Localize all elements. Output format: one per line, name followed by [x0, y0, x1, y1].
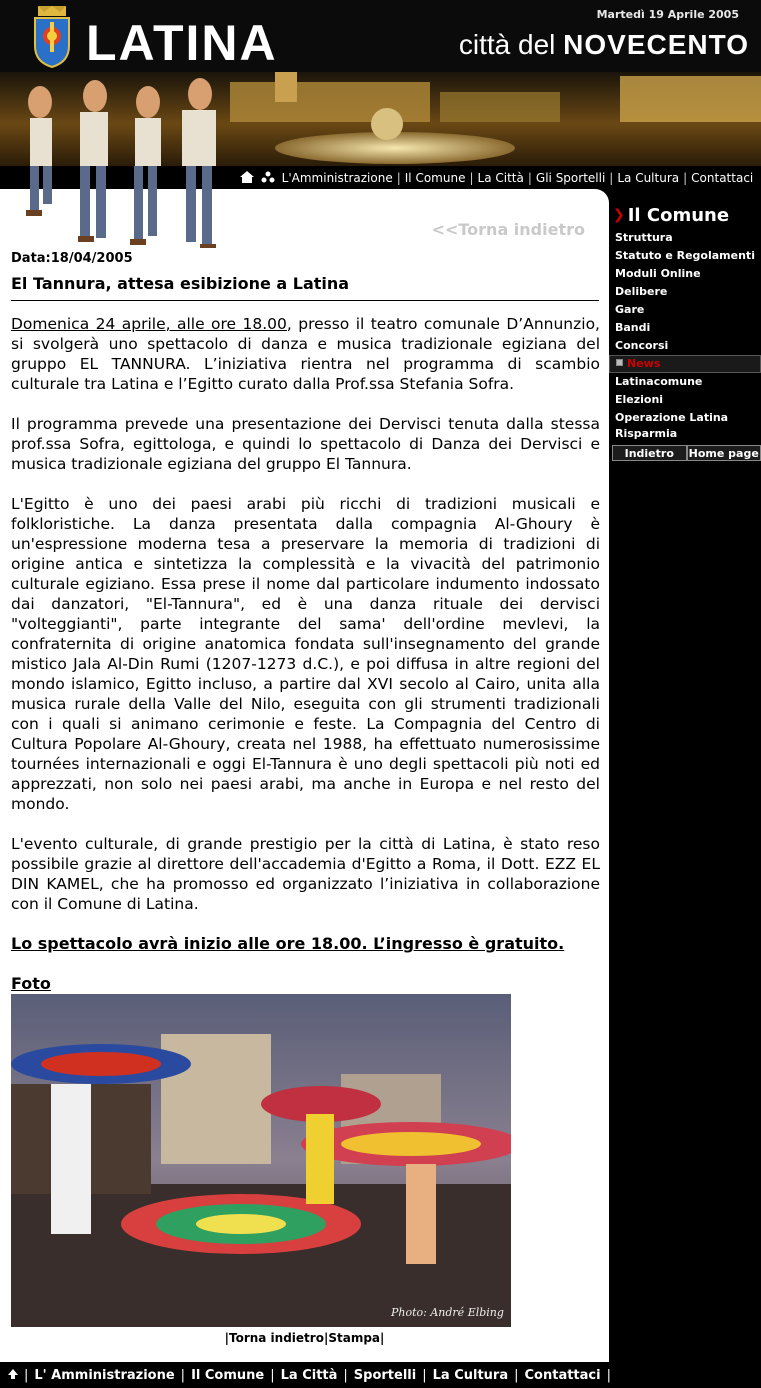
arrow-up-icon[interactable]: [8, 1369, 18, 1379]
footnav-sportelli[interactable]: Sportelli: [353, 1368, 417, 1383]
sidebar-back-button[interactable]: Indietro: [612, 445, 687, 461]
event-date-highlight: Domenica 24 aprile, alle ore 18.00: [11, 315, 287, 333]
sidebar-item-struttura[interactable]: Struttura: [615, 231, 673, 244]
back-link-top[interactable]: <<Torna indietro: [431, 220, 585, 239]
sidebar-item-gare[interactable]: Gare: [615, 303, 645, 316]
site-tagline: [459, 28, 749, 62]
foto-heading: Foto: [11, 974, 51, 993]
topnav-la-citta[interactable]: La Città: [477, 171, 524, 185]
sidebar: [609, 189, 761, 1362]
footer-navigation: | L' Amministrazione | Il Comune | La Città | Sportelli | La Cultura | Contattaci |: [0, 1364, 761, 1388]
paragraph-3: L'Egitto è uno dei paesi arabi più ricchi di tradizioni musicali e folkloristiche. La danza presentata dalla compagnia Al-Ghoury è un'espressione moderna tesa a preservare la memoria di tradizioni di origine antica e sintetizza la complessità e la vivacità del patrimonio culturale egiziano. Essa prese il nome dal particolare indumento indossato dai danzatori, "El-Tannura", ed è una danza rituale dei dervisci "volteggianti", parte integrante del sama' dell'ordine mevlevi, la confraternita di origine anatomica fondata sull'insegnamento del grande mistico Jala Al-Din Rumi (1207-1273 d.C.), e poi diffusa in altre regioni del mondo islamico, Egitto incluso, a partire dal XVI secolo al Cairo, unita alla musica rurale della Valle del Nilo, eseguita con gli strumenti tradizionali con i quali si animano cerimonie e feste. La Compagnia del Centro di Cultura Popolare Al-Ghoury, creata nel 1988, ha effettuato numerosissime tournées internazionali e oggi El-Tannura è uno degli spettacoli più noti ed apprezzati, non solo nei paesi arabi, ma anche in Europa e nel resto del mondo.: [11, 495, 600, 813]
sidebar-menu: [609, 229, 761, 442]
dancers-image-legs: [10, 166, 240, 248]
sidebar-home-button[interactable]: Home page: [687, 445, 761, 461]
chevron-right-icon: ❯: [613, 207, 625, 223]
sidebar-item-news[interactable]: [609, 355, 761, 373]
photo-caption: Photo: André Elbing: [391, 1306, 504, 1319]
sidebar-item-latinacomune[interactable]: Latinacomune: [615, 375, 703, 388]
sidebar-buttons: [612, 445, 761, 461]
footnav-la-citta[interactable]: La Città: [280, 1368, 338, 1383]
sidebar-item-delibere[interactable]: Delibere: [615, 285, 668, 298]
footnav-la-cultura[interactable]: La Cultura: [432, 1368, 509, 1383]
sidebar-item-statuto[interactable]: Statuto e Regolamenti: [615, 249, 755, 262]
footnav-contattaci[interactable]: Contattaci: [524, 1368, 601, 1383]
paragraph-1-text: , presso il teatro comunale D’Annunzio, si svolgerà uno spettacolo di danza e musica tradizionale egiziana del gruppo EL TANNURA. L’iniziativa rientra nel programma di scambio culturale tra Latina e l’Egitto curato dalla Prof.ssa Stefania Sofra.: [11, 315, 600, 393]
article-body: [11, 314, 600, 1327]
topnav-sportelli[interactable]: Gli Sportelli: [535, 171, 606, 185]
paragraph-2: Il programma prevede una presentazione dei Dervisci tenuta dalla stessa prof.ssa Sofra, egittologa, e quindi lo spettacolo di Danza dei Dervisci e musica tradizionale egiziana del gruppo El Tannura.: [11, 415, 600, 473]
print-link[interactable]: Stampa: [328, 1331, 381, 1345]
main-content: [0, 189, 609, 1362]
current-date: Martedì 19 Aprile 2005: [596, 8, 739, 21]
site-header: [0, 0, 761, 166]
footnav-il-comune[interactable]: Il Comune: [191, 1368, 265, 1383]
tagline-bold: NOVECENTO: [563, 29, 749, 60]
bottom-back-link[interactable]: Torna indietro: [228, 1331, 324, 1345]
article-title: El Tannura, attesa esibizione a Latina: [11, 274, 599, 301]
closing-note: Lo spettacolo avrà inizio alle ore 18.00. L’ingresso è gratuito.: [11, 934, 565, 953]
footnav-amministrazione[interactable]: L' Amministrazione: [34, 1368, 175, 1383]
header-banner-image: [0, 72, 761, 166]
city-crest-logo[interactable]: [32, 6, 72, 68]
sidebar-item-bandi[interactable]: Bandi: [615, 321, 651, 334]
paragraph-1: [11, 314, 600, 394]
sidebar-item-operazione-latina[interactable]: Operazione Latina Risparmia: [615, 411, 729, 440]
bullet-square-icon: [616, 359, 623, 366]
sidebar-item-moduli[interactable]: Moduli Online: [615, 267, 701, 280]
topnav-la-cultura[interactable]: La Cultura: [617, 171, 680, 185]
event-photo[interactable]: [11, 994, 511, 1327]
topnav-amministrazione[interactable]: L'Amministrazione: [281, 171, 393, 185]
bottom-links: |Torna indietro|Stampa|: [224, 1331, 385, 1345]
sitemap-icon[interactable]: [261, 171, 275, 183]
tagline-light: città del: [458, 29, 556, 60]
topnav-contattaci[interactable]: Contattaci: [691, 171, 754, 185]
top-navigation: L'Amministrazione | Il Comune | La Città | Gli Sportelli | La Cultura | Contattaci: [240, 168, 761, 188]
article-date: Data:18/04/2005: [11, 251, 133, 266]
topnav-il-comune[interactable]: Il Comune: [404, 171, 466, 185]
sidebar-item-news-label: News: [627, 357, 661, 370]
site-logo-text[interactable]: LATINA: [86, 15, 278, 71]
paragraph-4: L'evento culturale, di grande prestigio per la città di Latina, è stato reso possibile grazie al direttore dell'accademia d'Egitto a Roma, il Dott. EZZ EL DIN KAMEL, che ha promosso ed organizzato l’iniziativa in collaborazione con il Comune di Latina.: [11, 835, 600, 913]
home-icon[interactable]: [240, 171, 254, 183]
sidebar-title: [613, 205, 729, 226]
sidebar-item-elezioni[interactable]: Elezioni: [615, 393, 664, 406]
sidebar-title-text: Il Comune: [627, 205, 730, 226]
sidebar-item-concorsi[interactable]: Concorsi: [615, 339, 669, 352]
